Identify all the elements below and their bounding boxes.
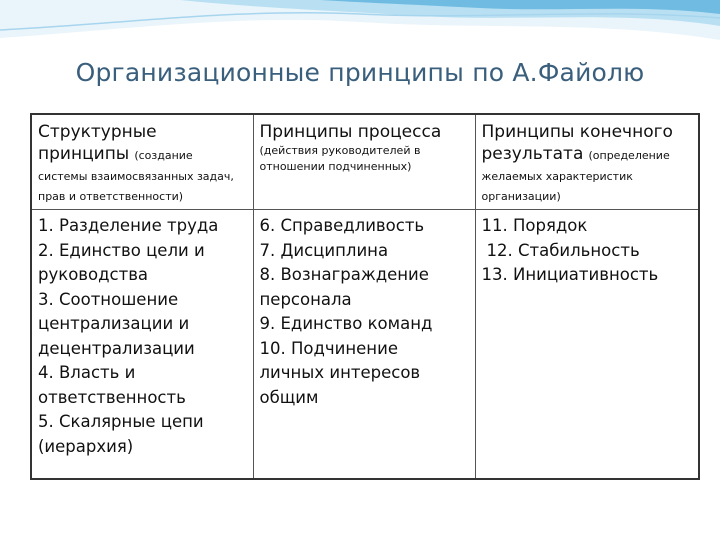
- principles-table: [30, 113, 700, 480]
- list-item: 7. Дисциплина: [259, 240, 389, 260]
- list-item: 8. Вознаграждение персонала: [259, 265, 429, 309]
- column-heading: Принципы конечного результата: [481, 122, 673, 164]
- column-heading-note: (действия руководителей в отношении подчиненных): [259, 144, 421, 173]
- list-item: 5. Скалярные цепи (иерархия): [38, 412, 204, 456]
- column-heading-note: (создание системы взаимосвязанных задач, прав и ответственности): [38, 149, 234, 203]
- list-item: 9. Единство команд: [259, 314, 433, 333]
- column-items-process: [253, 210, 475, 480]
- list-item: 1. Разделение труда: [38, 216, 219, 235]
- list-item: 12. Стабильность: [486, 240, 640, 260]
- table-header-row: [31, 114, 699, 210]
- list-item: 2. Единство цели и руководства: [38, 240, 205, 284]
- list-item: 13. Инициативность: [481, 265, 659, 284]
- list-item: 4. Власть и ответственность: [38, 363, 186, 407]
- column-heading: Структурные принципы: [38, 122, 157, 164]
- list-item: 6. Справедливость: [259, 216, 425, 235]
- list-item: 10. Подчинение личных интересов общим: [259, 338, 421, 407]
- column-heading-note: (определение желаемых характеристик организации): [481, 149, 670, 203]
- column-heading: Принципы процесса: [259, 122, 442, 142]
- list-item: 11. Порядок: [481, 216, 588, 235]
- column-header-process: [253, 114, 475, 210]
- column-items-result: [475, 210, 699, 480]
- column-header-structural: [31, 114, 253, 210]
- column-items-structural: [31, 210, 253, 480]
- list-item: 3. Соотношение централизации и децентрализации: [38, 289, 195, 358]
- table-body-row: [31, 210, 699, 480]
- slide-title: Организационные принципы по А.Файолю: [75, 58, 645, 87]
- column-header-result: [475, 114, 699, 210]
